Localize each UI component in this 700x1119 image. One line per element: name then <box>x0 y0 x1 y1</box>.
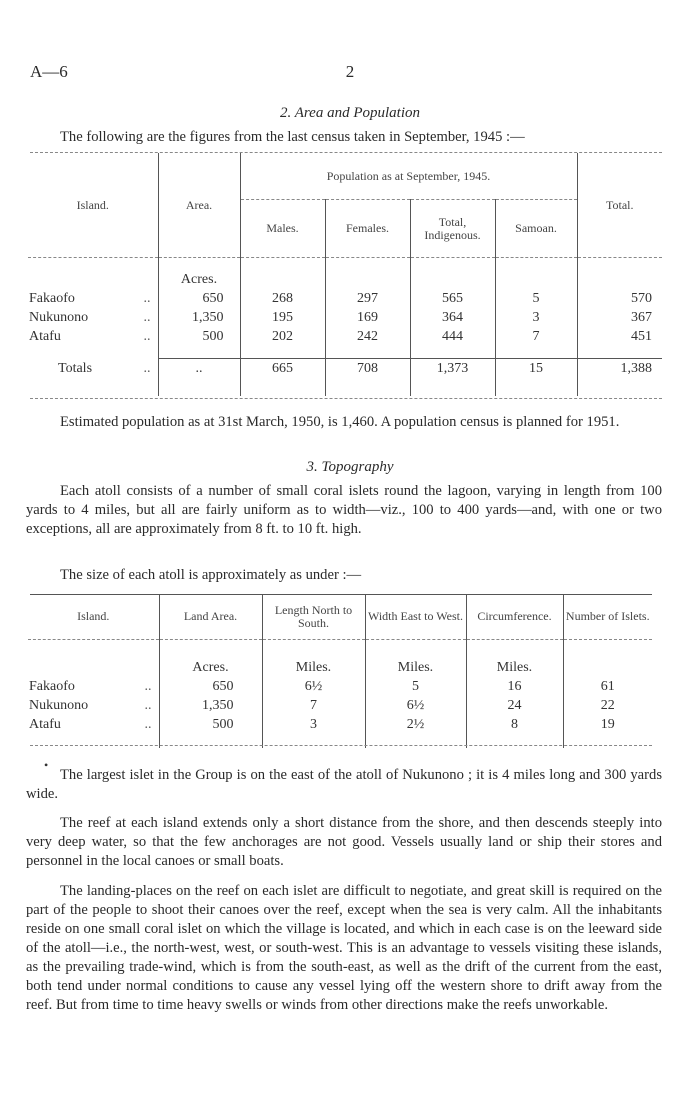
island-name: Atafu <box>29 716 61 732</box>
atoll-size-table <box>28 595 652 748</box>
table-row: Nukunono .. 1,350 7 6½ 24 22 <box>28 696 652 715</box>
col-header-males: Males. <box>240 200 325 258</box>
col-header-island: Island. <box>28 153 158 258</box>
island-name: Fakaofo <box>29 678 75 694</box>
census-intro: The following are the figures from the last census taken in September, 1945 :— <box>60 129 525 145</box>
col-header-area: Area. <box>158 153 240 258</box>
totals-row: Totals .. .. 665 708 1,373 15 1,388 <box>28 358 662 380</box>
population-table <box>28 153 662 396</box>
island-name: Fakaofo <box>29 290 75 306</box>
col-header-islets: Number of Islets. <box>565 609 650 624</box>
stray-mark: • <box>44 758 49 772</box>
section-heading-area-population: 2. Area and Population <box>280 105 420 121</box>
table-row: Fakaofo .. 650 268 297 565 5 570 <box>28 289 662 308</box>
unit-miles-circumference: Miles. <box>466 639 563 677</box>
col-header-samoan: Samoan. <box>495 200 577 258</box>
col-header-circumference: Circumference. <box>466 595 563 639</box>
col-header-length: Length North to South. <box>262 595 365 639</box>
running-header <box>30 62 670 86</box>
col-header-island: Island. <box>28 595 159 639</box>
population-estimate: Estimated population as at 31st March, 1950, is 1,460. A population census is planned for 1951. <box>60 414 620 430</box>
atoll-size-intro: The size of each atoll is approximately as under :— <box>60 567 362 583</box>
col-header-width: Width East to West. <box>365 595 466 639</box>
document-code: A—6 <box>30 62 68 81</box>
table-row: Atafu .. 500 3 2½ 8 19 <box>28 715 652 734</box>
unit-acres: Acres. <box>159 639 262 677</box>
island-name: Atafu <box>29 328 61 344</box>
unit-miles-length: Miles. <box>262 639 365 677</box>
island-name: Nukunono <box>29 309 89 325</box>
island-name: Nukunono <box>29 697 89 713</box>
unit-miles-width: Miles. <box>365 639 466 677</box>
area-unit: Acres. <box>158 258 240 290</box>
totals-label: Totals <box>58 361 93 376</box>
table-row: Fakaofo .. 650 6½ 5 16 61 <box>28 677 652 696</box>
col-header-land-area: Land Area. <box>159 595 262 639</box>
topography-paragraph: Each atoll consists of a number of small coral islets round the lagoon, varying in length from 100 yards to 4 miles, but all are fairly uniform as to width—viz., 100 to 400 yards—and, with one or two exceptions, all are approximately from 8 ft. to 10 ft. high. <box>26 483 662 537</box>
table-row: Nukunono .. 1,350 195 169 364 3 367 <box>28 308 662 327</box>
col-header-females: Females. <box>325 200 410 258</box>
largest-islet-paragraph: The largest islet in the Group is on the east of the atoll of Nukunono ; it is 4 miles long and 300 yards wide. <box>26 767 662 802</box>
table2-bottom-rule <box>30 745 652 746</box>
table1-bottom-rule <box>30 398 662 399</box>
col-header-population-group: Population as at September, 1945. <box>240 153 577 200</box>
page-number: 2 <box>345 62 355 81</box>
reef-paragraph: The reef at each island extends only a short distance from the shore, and then descends steeply into very deep water, so that the few anchorages are not good. Vessels usually land or ship their stores and personnel in the local canoes or small boats. <box>26 815 662 869</box>
table-row: Atafu .. 500 202 242 444 7 451 <box>28 327 662 346</box>
landing-places-paragraph: The landing-places on the reef on each islet are difficult to negotiate, and great skill is required on the part of the people to shoot their canoes over the reef, except when the sea is very calm. All the inhabitants reside on one small coral islet on which the village is located, and which in each case is on the leeward side of the atoll—i.e., the north-west, west, or south-west. This is an advantage to vessels visiting these islands, as the prevailing trade-wind, which is from the south-east, as well as the drift of the current from the east, both tend under normal conditions to cause any vessel lying off the western shore to drift away from the reef. But from time to time heavy swells or winds from other directions make the reefs unworkable. <box>26 883 662 1013</box>
section-heading-topography: 3. Topography <box>306 459 394 475</box>
col-header-total-indigenous: Total, Indigenous. <box>410 200 495 258</box>
col-header-total: Total. <box>606 197 634 212</box>
